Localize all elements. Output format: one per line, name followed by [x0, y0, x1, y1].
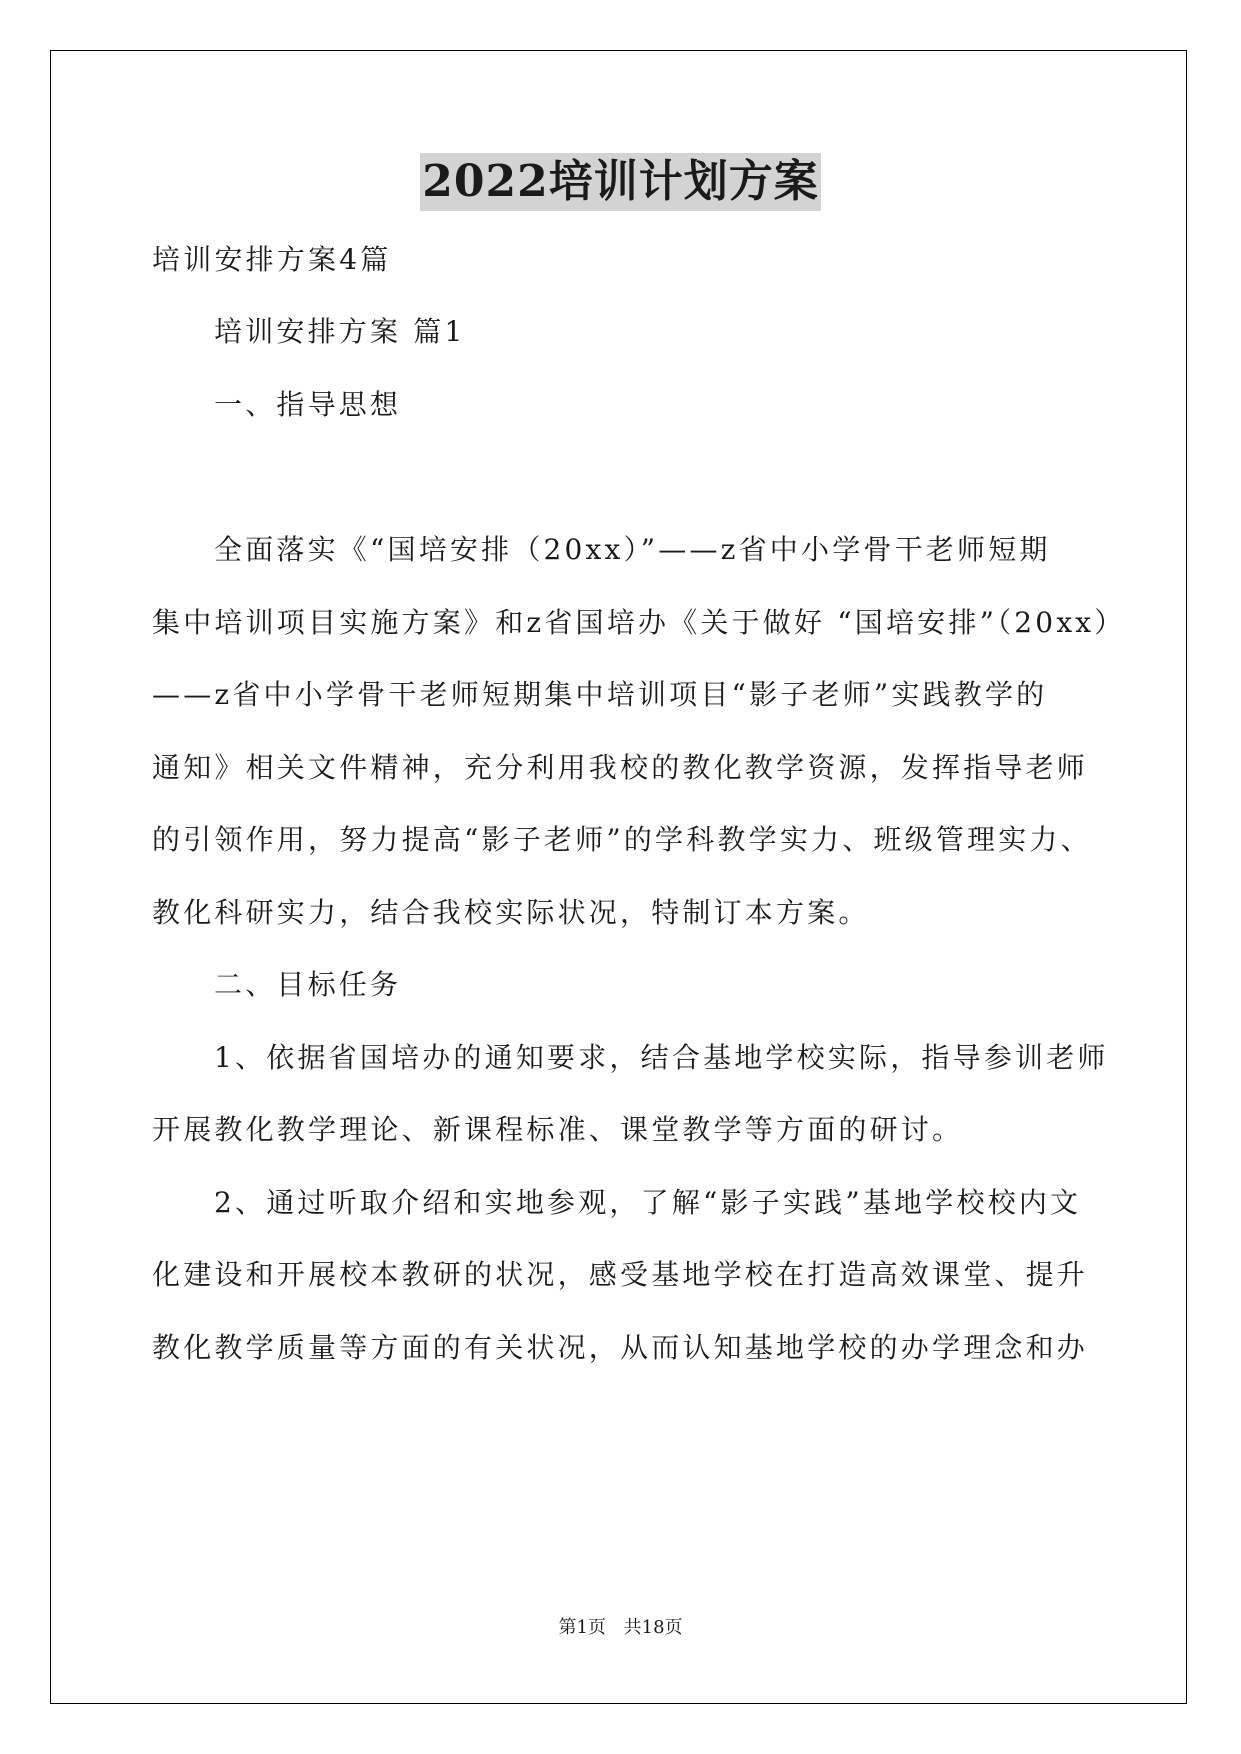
- subtitle-line: 培训安排方案4篇: [152, 243, 392, 276]
- title-container: [0, 153, 1241, 211]
- paragraph-line: 开展教化教学理论、新课程标准、课堂教学等方面的研讨。: [152, 1113, 964, 1146]
- paragraph-line: 1、依据省国培办的通知要求，结合基地学校实际，指导参训老师: [214, 1041, 1109, 1074]
- page-footer: [0, 1616, 1241, 1640]
- page-number: 第1页: [558, 1617, 606, 1638]
- paragraph-line: 教化科研实力，结合我校实际状况，特制订本方案。: [152, 896, 870, 929]
- heading-guiding-thought: 一、指导思想: [214, 388, 402, 421]
- paragraph-line: 教化教学质量等方面的有关状况，从而认知基地学校的办学理念和办: [152, 1331, 1089, 1364]
- paragraph-line: 2、通过听取介绍和实地参观，了解“影子实践”基地学校校内文: [214, 1186, 1082, 1219]
- paragraph-line: 的引领作用，努力提高“影子老师”的学科教学实力、班级管理实力、: [152, 823, 1092, 856]
- page-total: 共18页: [623, 1617, 683, 1638]
- document-title: 2022培训计划方案: [420, 153, 820, 211]
- paragraph-line: 通知》相关文件精神，充分利用我校的教化教学资源，发挥指导老师: [152, 751, 1089, 784]
- paragraph-line: 集中培训项目实施方案》和z省国培办《关于做好 “国培安排”（20xx）: [152, 606, 1126, 639]
- heading-goals: 二、目标任务: [214, 968, 402, 1001]
- paragraph-line: 全面落实《“国培安排（20xx）”——z省中小学骨干老师短期: [214, 533, 1051, 566]
- page-border: [50, 50, 1187, 1704]
- paragraph-line: ——z省中小学骨干老师短期集中培训项目“影子老师”实践教学的: [152, 678, 1048, 711]
- section-heading-1: 培训安排方案 篇1: [214, 315, 466, 348]
- paragraph-line: 化建设和开展校本教研的状况，感受基地学校在打造高效课堂、提升: [152, 1258, 1089, 1291]
